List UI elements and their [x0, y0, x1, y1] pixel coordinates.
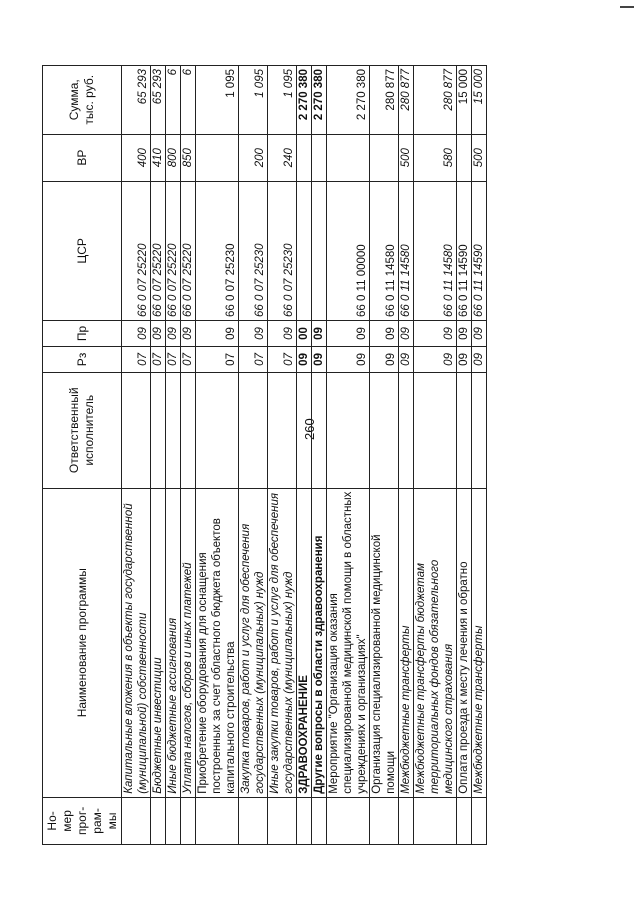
cell-sum: 6 [166, 66, 181, 135]
cell-program-number [239, 797, 268, 844]
cell-rz: 09 [297, 346, 312, 372]
cell-program-name: Закупка товаров, работ и услуг для обеспечения государственных (муниципальных) нужд [239, 488, 268, 797]
cell-rz: 07 [151, 346, 166, 372]
cell-rz: 09 [472, 346, 487, 372]
cell-program-number [268, 797, 297, 844]
cell-pr: 09 [457, 321, 472, 347]
cell-executor [196, 372, 239, 488]
cell-sum: 15 000 [457, 66, 472, 135]
table-row [297, 66, 312, 845]
cell-csr: 66 0 07 25220 [151, 181, 166, 320]
cell-csr: 66 0 07 25220 [166, 181, 181, 320]
cell-program-name: Межбюджетные трансферты [399, 488, 414, 797]
cell-sum: 65 293 [151, 66, 166, 135]
header-rz: Рз [43, 346, 122, 372]
table-row [239, 66, 268, 845]
header-csr: ЦСР [43, 181, 122, 320]
cell-pr: 00 [297, 321, 312, 347]
cell-rz: 07 [268, 346, 297, 372]
cell-vr [457, 134, 472, 181]
cell-vr: 500 [472, 134, 487, 181]
cell-sum: 2 270 380 [327, 66, 370, 135]
cell-csr: 66 0 11 14590 [457, 181, 472, 320]
cell-rz: 09 [457, 346, 472, 372]
cell-program-name: Уплата налогов, сборов и иных платежей [181, 488, 196, 797]
cell-rz: 07 [122, 346, 151, 372]
cell-executor [399, 372, 414, 488]
cell-sum: 1 095 [196, 66, 239, 135]
cell-executor [166, 372, 181, 488]
table-row [122, 66, 151, 845]
cell-pr: 09 [151, 321, 166, 347]
cell-rz: 09 [399, 346, 414, 372]
cell-csr: 66 0 07 25230 [239, 181, 268, 320]
cell-pr: 09 [268, 321, 297, 347]
table-header-row [43, 66, 122, 845]
cell-vr [370, 134, 399, 181]
table-body [122, 66, 487, 845]
page-corner-mark [620, 6, 634, 8]
cell-csr [297, 181, 312, 320]
cell-csr: 66 0 11 14580 [399, 181, 414, 320]
cell-vr: 580 [414, 134, 457, 181]
cell-program-name: Межбюджетные трансферты бюджетам территориальных фондов обязательного медицинского страхования [414, 488, 457, 797]
cell-program-number [414, 797, 457, 844]
cell-vr [196, 134, 239, 181]
cell-vr [297, 134, 312, 181]
cell-rz: 07 [181, 346, 196, 372]
cell-pr: 09 [327, 321, 370, 347]
cell-vr: 850 [181, 134, 196, 181]
cell-pr: 09 [166, 321, 181, 347]
cell-program-name: Другие вопросы в области здравоохранения [312, 488, 327, 797]
cell-program-name: Приобретение оборудования для оснащения построенных за счет областного бюджета объектов капитального строительства [196, 488, 239, 797]
cell-program-number [297, 797, 312, 844]
header-program-name: Наименование программы [43, 488, 122, 797]
cell-program-number [151, 797, 166, 844]
cell-pr: 09 [370, 321, 399, 347]
cell-csr [312, 181, 327, 320]
cell-program-name: Иные бюджетные ассигнования [166, 488, 181, 797]
table-row [414, 66, 457, 845]
cell-pr: 09 [472, 321, 487, 347]
cell-csr: 66 0 11 14580 [370, 181, 399, 320]
cell-rz: 07 [239, 346, 268, 372]
budget-table [42, 65, 487, 845]
cell-pr: 09 [414, 321, 457, 347]
table-row [196, 66, 239, 845]
cell-program-name: Мероприятие "Организация оказания специализированной медицинской помощи в областных учреждениях и организациях" [327, 488, 370, 797]
cell-pr: 09 [181, 321, 196, 347]
cell-executor [457, 372, 472, 488]
cell-executor [472, 372, 487, 488]
cell-program-name: ЗДРАВООХРАНЕНИЕ [297, 488, 312, 797]
cell-vr: 400 [122, 134, 151, 181]
header-sum: Сумма, тыс. руб. [43, 66, 122, 135]
cell-rz: 09 [370, 346, 399, 372]
cell-rz: 09 [414, 346, 457, 372]
cell-vr: 240 [268, 134, 297, 181]
cell-executor [312, 372, 327, 488]
header-pr: Пр [43, 321, 122, 347]
cell-sum: 1 095 [239, 66, 268, 135]
cell-sum: 1 095 [268, 66, 297, 135]
cell-program-number [399, 797, 414, 844]
cell-executor [414, 372, 457, 488]
cell-program-name: Иные закупки товаров, работ и услуг для обеспечения государственных (муниципальных) нужд [268, 488, 297, 797]
cell-csr: 66 0 07 25220 [122, 181, 151, 320]
cell-rz: 07 [166, 346, 181, 372]
table-row [472, 66, 487, 845]
cell-sum: 2 270 380 [312, 66, 327, 135]
cell-pr: 09 [196, 321, 239, 347]
cell-csr: 66 0 07 25220 [181, 181, 196, 320]
header-vr: ВР [43, 134, 122, 181]
cell-program-number [122, 797, 151, 844]
table-row [327, 66, 370, 845]
table-row [312, 66, 327, 845]
cell-vr [327, 134, 370, 181]
cell-program-number [457, 797, 472, 844]
cell-program-name: Капитальные вложения в объекты государственной (муниципальной) собственности [122, 488, 151, 797]
cell-executor [122, 372, 151, 488]
cell-program-number [312, 797, 327, 844]
rotated-page-content [42, 65, 552, 845]
cell-program-number [370, 797, 399, 844]
table-row [370, 66, 399, 845]
cell-executor [370, 372, 399, 488]
cell-rz: 07 [196, 346, 239, 372]
cell-executor [151, 372, 166, 488]
cell-rz: 09 [327, 346, 370, 372]
cell-sum: 6 [181, 66, 196, 135]
cell-program-name: Организация специализированной медицинской помощи [370, 488, 399, 797]
cell-vr: 410 [151, 134, 166, 181]
cell-vr [312, 134, 327, 181]
cell-csr: 66 0 11 14590 [472, 181, 487, 320]
cell-program-number [196, 797, 239, 844]
table-row [181, 66, 196, 845]
cell-sum: 15 000 [472, 66, 487, 135]
cell-pr: 09 [312, 321, 327, 347]
page-number: 260 [302, 418, 317, 440]
cell-csr: 66 0 07 25230 [268, 181, 297, 320]
cell-sum: 280 877 [370, 66, 399, 135]
cell-pr: 09 [122, 321, 151, 347]
cell-executor [327, 372, 370, 488]
cell-sum: 280 877 [414, 66, 457, 135]
cell-executor [268, 372, 297, 488]
table-row [399, 66, 414, 845]
cell-vr: 500 [399, 134, 414, 181]
cell-sum: 65 293 [122, 66, 151, 135]
cell-executor [181, 372, 196, 488]
cell-pr: 09 [239, 321, 268, 347]
table-row [268, 66, 297, 845]
cell-csr: 66 0 11 14580 [414, 181, 457, 320]
cell-program-name: Оплата проезда к месту лечения и обратно [457, 488, 472, 797]
cell-program-number [181, 797, 196, 844]
cell-vr: 200 [239, 134, 268, 181]
cell-program-number [166, 797, 181, 844]
cell-sum: 2 270 380 [297, 66, 312, 135]
header-program-number: Но-мер прог-рам-мы [43, 797, 122, 844]
cell-vr: 800 [166, 134, 181, 181]
cell-program-name: Межбюджетные трансферты [472, 488, 487, 797]
cell-rz: 09 [312, 346, 327, 372]
cell-sum: 280 877 [399, 66, 414, 135]
cell-pr: 09 [399, 321, 414, 347]
cell-executor [297, 372, 312, 488]
cell-csr: 66 0 11 00000 [327, 181, 370, 320]
cell-executor [239, 372, 268, 488]
table-row [151, 66, 166, 845]
cell-program-number [327, 797, 370, 844]
table-row [457, 66, 472, 845]
header-executor: Ответственный исполнитель [43, 372, 122, 488]
cell-csr: 66 0 07 25230 [196, 181, 239, 320]
cell-program-name: Бюджетные инвестиции [151, 488, 166, 797]
cell-program-number [472, 797, 487, 844]
table-row [166, 66, 181, 845]
